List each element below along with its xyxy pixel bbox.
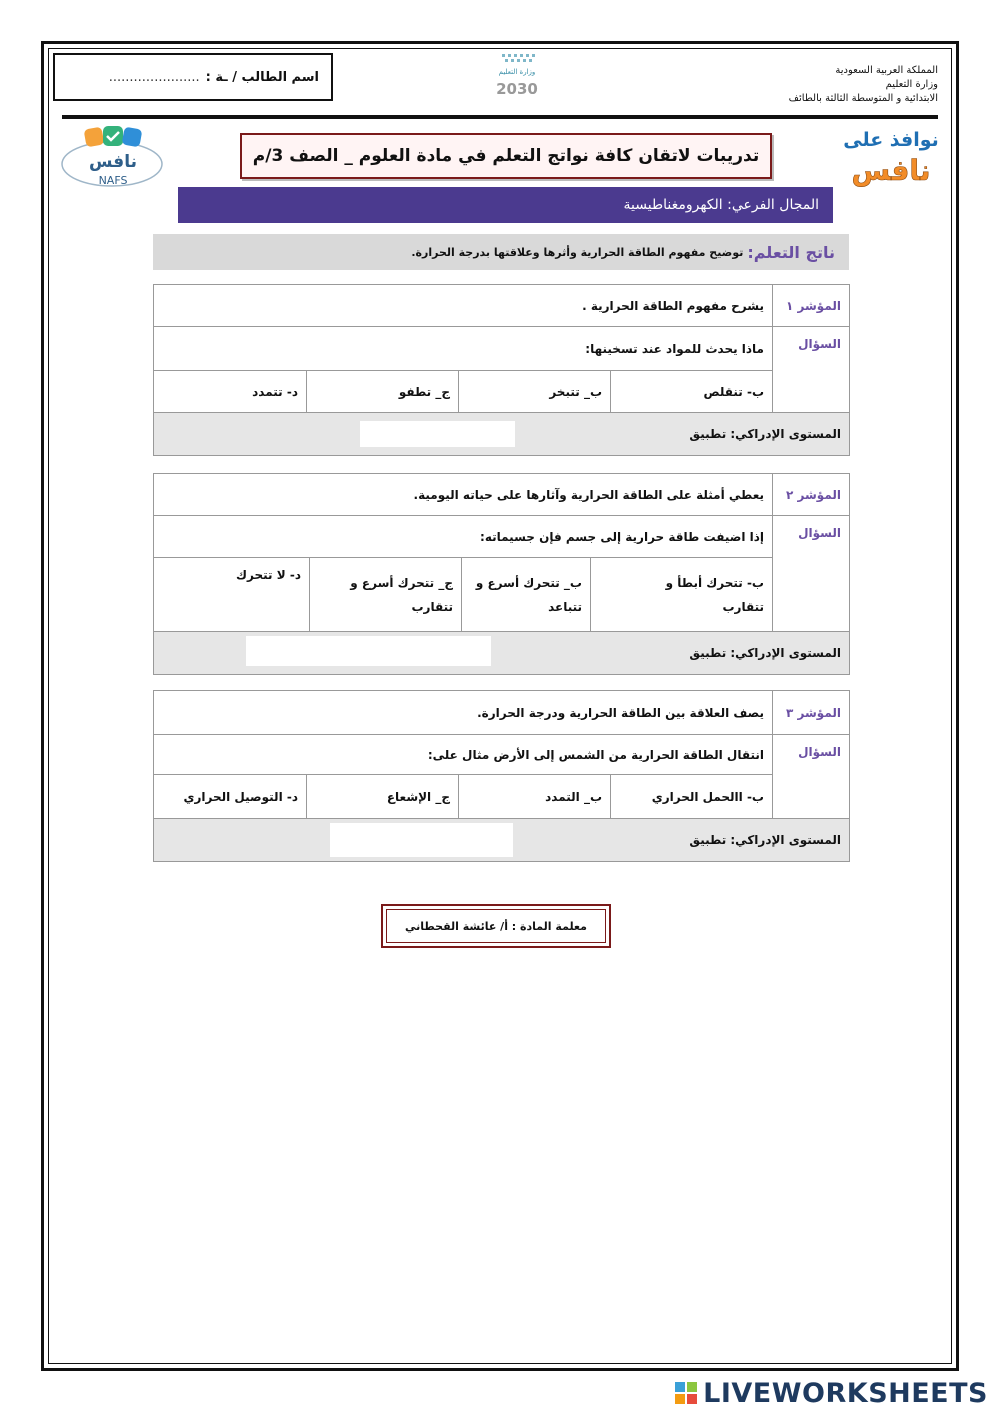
question-label: السؤال — [773, 327, 850, 413]
vision-2030-logo — [462, 52, 572, 104]
nafs-logo — [57, 124, 167, 190]
liveworksheets-text: LIVEWORKSHEETS — [703, 1377, 988, 1409]
nafs-left-sub: NAFS — [98, 174, 128, 187]
teacher-name: معلمة المادة : أ/ عائشة القحطاني — [405, 919, 587, 933]
teacher-box — [381, 904, 611, 948]
answer-option[interactable]: ج_ تتحرك أسرع و تتقارب — [310, 558, 462, 632]
indicator-card-2 — [153, 473, 850, 675]
sub-domain-bar: المجال الفرعي: الكهرومغناطيسية — [178, 187, 833, 223]
ministry-header — [789, 64, 938, 106]
answer-option[interactable]: ب- تتحرك أبطأ و تتقارب — [591, 558, 773, 632]
liveworksheets-logo-icon — [675, 1382, 697, 1404]
answer-option[interactable]: ب_ تتبخر — [459, 371, 611, 413]
indicator-label: المؤشر ١ — [773, 285, 850, 327]
student-name-label: اسم الطالب / ـة : — [205, 69, 319, 85]
answer-option[interactable]: ب- تنقلص — [611, 371, 773, 413]
question-label: السؤال — [773, 735, 850, 819]
indicator-card-3 — [153, 690, 850, 862]
nafs-left-text: نافس — [89, 152, 137, 172]
student-name-box[interactable] — [53, 53, 333, 101]
cognitive-level: المستوى الإدراكي: تطبيق — [689, 427, 841, 441]
indicator-label: المؤشر ٢ — [773, 474, 850, 516]
answer-option[interactable]: د- تتمدد — [154, 371, 307, 413]
indicator-text: يشرح مفهوم الطاقة الحرارية . — [154, 285, 773, 327]
question-text: انتقال الطاقة الحرارية من الشمس إلى الأرض مثال على: — [154, 735, 773, 775]
ministry-line: وزارة التعليم — [885, 79, 938, 90]
answer-drop-box[interactable] — [246, 636, 491, 666]
vision-year: 2030 — [496, 80, 538, 98]
answer-option[interactable]: ب_ التمدد — [459, 775, 611, 819]
nafs-right-line1: نوافذ على — [843, 129, 939, 151]
answer-option[interactable]: ب_ تتحرك أسرع و تتباعد — [462, 558, 591, 632]
vision-logo-text: وزارة التعليم — [498, 68, 536, 76]
learning-outcome-bar — [153, 234, 849, 270]
header-divider — [62, 115, 938, 119]
question-label: السؤال — [773, 516, 850, 632]
answer-option[interactable]: ب- االحمل الحراري — [611, 775, 773, 819]
answer-option[interactable]: ج_ الإشعاع — [307, 775, 459, 819]
nawafeth-nafs-logo — [835, 122, 945, 192]
ministry-line: المملكة العربية السعودية — [835, 65, 938, 76]
indicator-card-1 — [153, 284, 850, 456]
outcome-label: ناتج التعلم: — [747, 242, 835, 262]
page-title: تدريبات لاتقان كافة نواتج التعلم في مادة العلوم _ الصف 3/م — [240, 133, 772, 179]
indicator-text: يعطي أمثلة على الطاقة الحرارية وآثارها على حياته اليومية. — [154, 474, 773, 516]
cognitive-level: المستوى الإدراكي: تطبيق — [689, 833, 841, 847]
nafs-right-line2: نافس — [851, 154, 931, 187]
ministry-line: الابتدائية و المتوسطة الثالثة بالطائف — [788, 93, 938, 104]
liveworksheets-brand[interactable] — [675, 1376, 988, 1410]
answer-drop-box[interactable] — [330, 823, 513, 857]
answer-option[interactable]: د- لا تتحرك — [154, 558, 310, 632]
indicator-label: المؤشر ٣ — [773, 691, 850, 735]
outcome-text: توضيح مفهوم الطاقة الحرارية وأثرها وعلاقتها بدرجة الحرارة. — [411, 245, 744, 259]
answer-option[interactable]: د- التوصيل الحراري — [154, 775, 307, 819]
answer-option[interactable]: ج_ تطفو — [307, 371, 459, 413]
student-name-input[interactable]: ...................... — [108, 69, 200, 85]
indicator-text: يصف العلاقة بين الطاقة الحرارية ودرجة الحرارة. — [154, 691, 773, 735]
cognitive-level: المستوى الإدراكي: تطبيق — [689, 646, 841, 660]
answer-drop-box[interactable] — [360, 421, 515, 447]
question-text: إذا اضيفت طاقة حرارية إلى جسم فإن جسيماته: — [154, 516, 773, 558]
question-text: ماذا يحدث للمواد عند تسخينها: — [154, 327, 773, 371]
